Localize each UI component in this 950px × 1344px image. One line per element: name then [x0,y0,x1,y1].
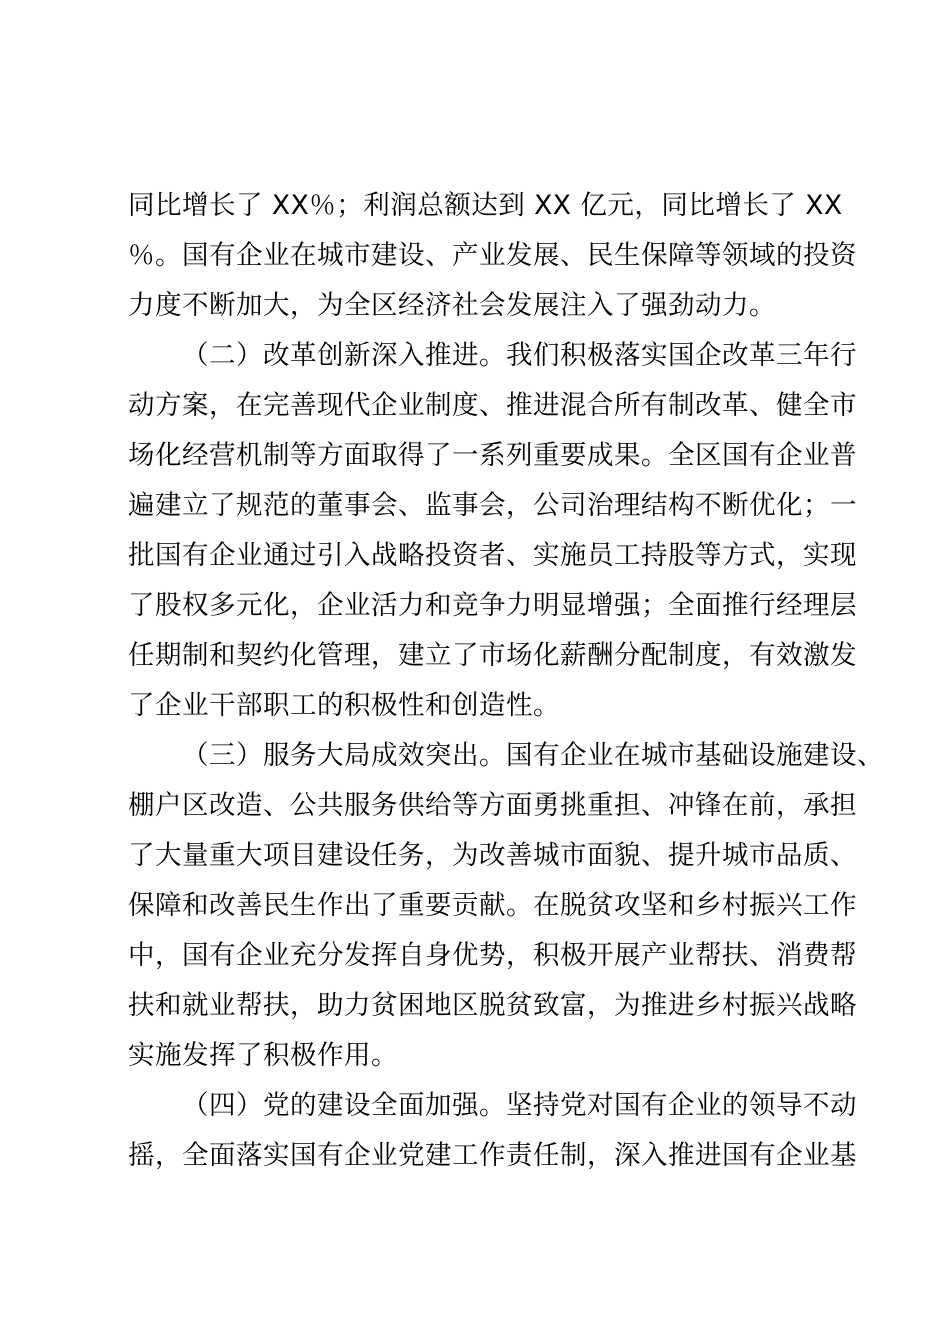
section-heading-line: （四）党的建设全面加强。坚持党对国有企业的领导不动 [182,1090,857,1121]
text-line: 场化经营机制等方面取得了一系列重要成果。全区国有企业普 [128,440,857,471]
section-heading-line: （二）改革创新深入推进。我们积极落实国企改革三年行 [182,340,857,371]
text-line: 保障和改善民生作出了重要贡献。在脱贫攻坚和乡村振兴工作 [128,890,857,921]
text-line: 遍建立了规范的董事会、监事会，公司治理结构不断优化；一 [128,490,857,521]
text-line: 摇，全面落实国有企业党建工作责任制，深入推进国有企业基 [128,1140,857,1171]
text-line: 实施发挥了积极作用。 [128,1040,398,1071]
text-line: 力度不断加大，为全区经济社会发展注入了强劲动力。 [128,290,776,321]
text-line: 任期制和契约化管理，建立了市场化薪酬分配制度，有效激发 [128,640,857,671]
text-line: 同比增长了 XX％；利润总额达到 XX 亿元，同比增长了 XX [128,190,843,221]
text-line: 了企业干部职工的积极性和创造性。 [128,690,560,721]
text-line: 了股权多元化，企业活力和竞争力明显增强；全面推行经理层 [128,590,857,621]
text-line: ％。国有企业在城市建设、产业发展、民生保障等领域的投资 [128,240,857,271]
text-line: 扶和就业帮扶，助力贫困地区脱贫致富，为推进乡村振兴战略 [128,990,857,1021]
text-line: 了大量重大项目建设任务，为改善城市面貌、提升城市品质、 [128,840,857,871]
section-heading-line: （三）服务大局成效突出。国有企业在城市基础设施建设、 [182,740,884,771]
text-line: 棚户区改造、公共服务供给等方面勇挑重担、冲锋在前，承担 [128,790,857,821]
text-line: 批国有企业通过引入战略投资者、实施员工持股等方式，实现 [128,540,857,571]
text-line: 中，国有企业充分发挥自身优势，积极开展产业帮扶、消费帮 [128,940,857,971]
text-line: 动方案，在完善现代企业制度、推进混合所有制改革、健全市 [128,390,857,421]
